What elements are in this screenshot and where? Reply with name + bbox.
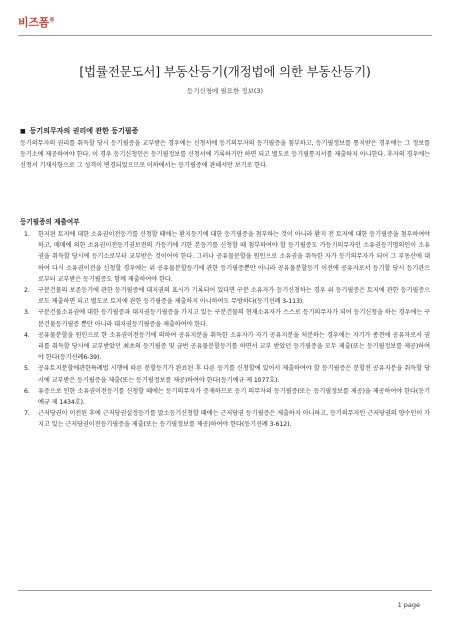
- numbered-list: [20, 229, 430, 431]
- document-title: [법률전문도서] 부동산등기(개정법에 의한 부동산등기): [79, 64, 371, 79]
- list-item-number: 2.: [24, 287, 30, 295]
- list-item-text: 공유토지분할에관한특례법 시행에 따른 분할등기가 완료된 후 다른 등기를 신청할에 있어서 제출하여야 할 등기필증은 분할전 공유지분을 취득할 당시에 교부받은 등기필증을 제출(또는 등기필정보를 제공)하여야 한다(등기예규 제 1077호).: [38, 365, 430, 384]
- section-heading-text: 등기의무자의 권리에 관한 등기필증: [29, 127, 139, 135]
- logo-trademark: ®: [48, 16, 55, 24]
- logo-text: 비즈폼: [18, 16, 49, 29]
- page-number: 1 page: [397, 601, 420, 609]
- square-bullet-icon: ■: [20, 128, 26, 135]
- list-item-number: 1.: [24, 231, 30, 238]
- list-item: [20, 363, 430, 385]
- list-item-number: 7.: [24, 410, 30, 418]
- list-item-number: 6.: [24, 387, 30, 395]
- list-item-text: 구분건물의 보존등기에 관한 등기필증에 대지권의 표시가 기록되어 있다면 구분 소유자가 등기신청하는 경우 위 등기필증은 토지에 관한 등기필증으로도 제출하면 되고 별도로 토지에 관한 등기필증을 제출하지 아니하여도 무방하다(등기선례 3-113).: [38, 287, 430, 306]
- document-subtitle: 등기신청에 필요한 정보(3): [186, 87, 264, 95]
- list-item-text: 한지된 토지에 대한 소유권이전등기를 신청할 때에는 환지등기에 대한 등기필증을 첨부하는 것이 아니라 환지 전 토지에 대한 등기필증을 첨부하여야 하고, 매매에 의한 소유권이전등기권보전의 가등기에 기한 본등기를 신청할 때 첨부하여야 할 등기필증도 가등기의무자인 소유권등기명의인이 소유권을 취득할 당시에 등기소로부터 교부받은 것이어야 한다. 그러나 공유물분할을 원인으로 소유권을 취득한 자가 등기의무자가 되어 그 부동산에 대하여 다시 소유권이전을 신청할 경우에는 위 공유물분할등기에 관한 등기필증뿐만 아니라 공유물분할등기 이전에 공유자로서 등기할 당시 등기관으로부터 교부받은 등기필증도 함께 제출하여야 한다.: [38, 231, 430, 283]
- section-heading: [20, 126, 138, 136]
- list-item: [20, 408, 430, 430]
- list-item-text: 구분건물소유권에 대한 등기필증과 대지권등기필증을 가지고 있는 구분건물의 현재소유자가 스스로 등기의무자가 되어 등기신청을 하는 경우에는 구분건물등기필증 뿐만 아니라 대지권등기필증을 제출하여야 한다.: [38, 309, 430, 328]
- header-divider: [18, 35, 432, 36]
- footer-divider: [18, 590, 432, 591]
- sub-heading: 등기필증의 제출여부: [20, 218, 80, 226]
- list-item: [20, 386, 430, 408]
- list-item-number: 4.: [24, 331, 30, 339]
- list-item-number: 3.: [24, 309, 30, 317]
- list-item-number: 5.: [24, 365, 30, 373]
- bizforms-logo: [18, 14, 55, 30]
- list-item-text: 공유물분할을 원인으로 한 소유권이전등기에 의하여 공유지분을 취득한 소유자가 자기 공유지분을 처분하는 경우에는 자기가 종전에 공유자로서 권리를 취득할 당시에 교부받았던 최초의 등기필증 및 금번 공유물분할등기를 하면서 교부 받았던 등기필증을 모두 제출(또는 등기필정보를 제공)하여야 한다(등기선례6-39).: [38, 331, 430, 362]
- list-item: [20, 285, 430, 307]
- section-paragraph: 등기의무자의 권리를 취득할 당시 등기필증을 교부받은 경우에는 신청서에 등기의무자의 등기필증을 첨부하고, 등기필정보를 통지받은 경우에는 그 정보를 등기소에 제공하여야 한다. 이 경우 등기신청인은 등기필정보를 신청서에 기록하기만 하면 되고 별도로 등기필통지서를 제출하지 아니한다. 후자의 경우에는 신청서 기재사항으로 그 성격이 변경되었으므로 이하에서는 등기필증에 관해서만 보기로 한다.: [20, 140, 430, 170]
- list-item-text: 근저당권이 이전된 후에 근저당권설정등기를 말소등기신청할 때에는 근저당권 등기필증은 제출하지 아니하고, 등기의무자인 근저당권의 양수인이 가지고 있는 근저당권이전등기필증을 제출(또는 등기필정보를 제공)하여야 한다(등기선례 3-612).: [38, 410, 430, 429]
- list-item: [20, 229, 430, 285]
- list-item: [20, 330, 430, 364]
- list-item: [20, 307, 430, 329]
- list-item-text: 유증으로 인한 소유권이전등기를 신청할 때에는 등기의무자가 증재하므로 등기 의무자의 등기필증(또는 등기필정보를 제공)을 제공하여야 한다(등기예규 제 1434호).: [38, 387, 430, 407]
